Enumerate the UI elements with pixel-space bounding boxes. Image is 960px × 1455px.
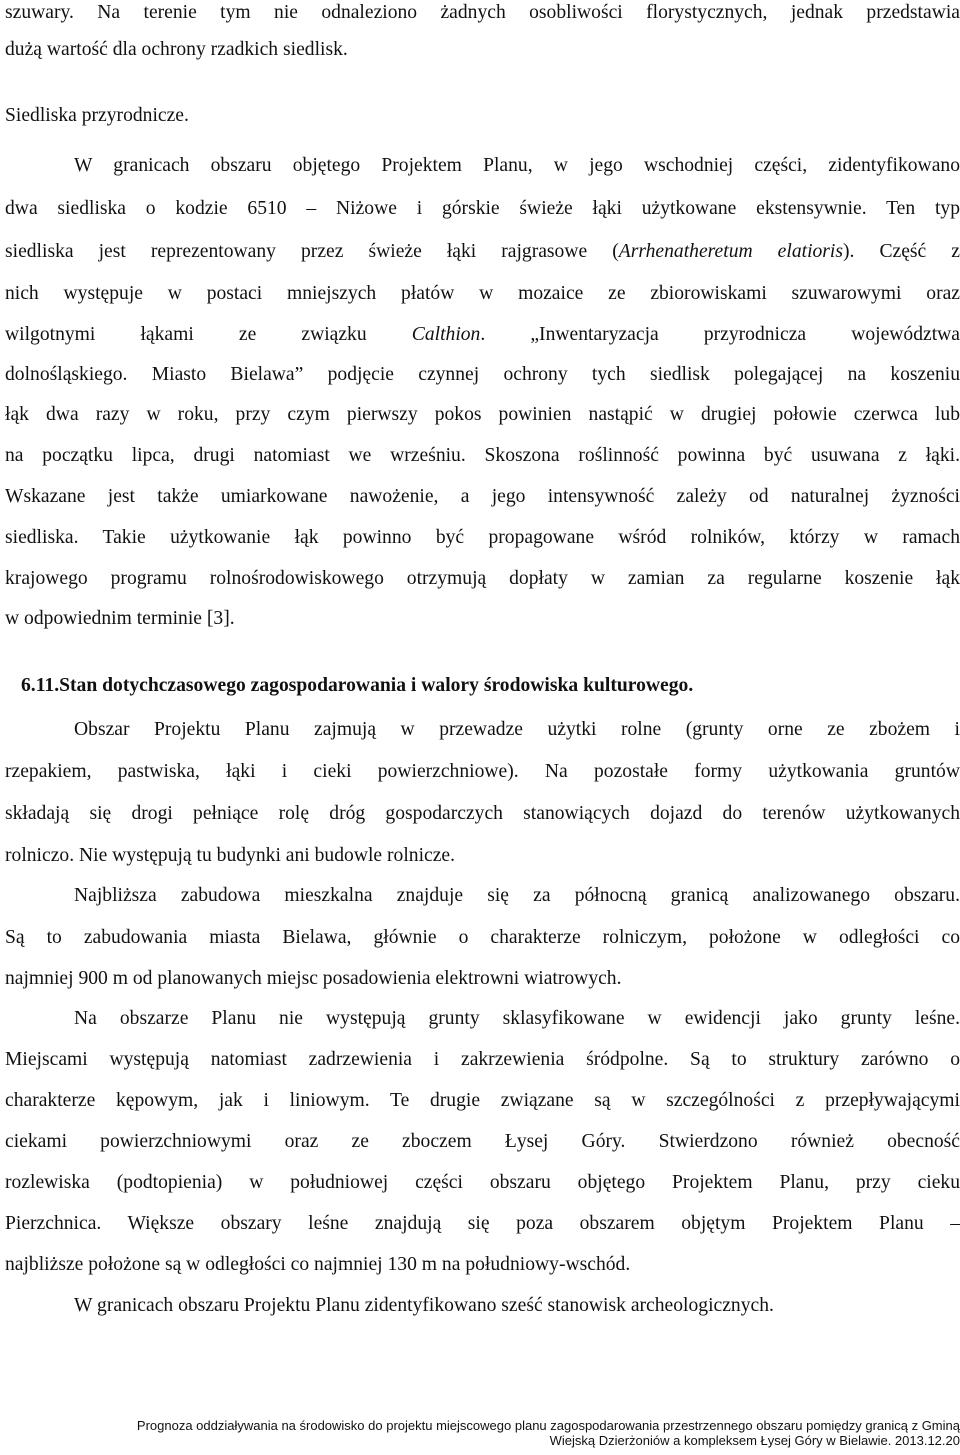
paragraph-line: rzepakiem, pastwiska, łąki i cieki powierzchniowe). Na pozostałe formy użytkowania gruntów [5,761,960,782]
paragraph-line: Są to zabudowania miasta Bielawa, głównie o charakterze rolniczym, położone w odległości co [5,927,960,948]
paragraph-line: dolnośląskiego. Miasto Bielawa” podjęcie czynnej ochrony tych siedlisk polegającej na koszeniu [5,364,960,385]
paragraph-line: ciekami powierzchniowymi oraz ze zboczem Łysej Góry. Stwierdzono również obecność [5,1131,960,1152]
paragraph-line: na początku lipca, drugi natomiast we wrześniu. Skoszona roślinność powinna być usuwana z łąki. [5,445,960,466]
paragraph-line: najbliższe położone są w odległości co najmniej 130 m na południowy-wschód. [5,1254,631,1275]
paragraph-line: charakterze kępowym, jak i liniowym. Te drugie związane są w szczególności z przepływającymi [5,1090,960,1111]
paragraph-line: w odpowiednim terminie [3]. [5,608,235,629]
paragraph-line: składają się drogi pełniące rolę dróg gospodarczych stanowiących dojazd do terenów użytkowanych [5,803,960,824]
paragraph-line: Pierzchnica. Większe obszary leśne znajdują się poza obszarem objętym Projektem Planu – [5,1213,960,1234]
paragraph-line: dużą wartość dla ochrony rzadkich siedlisk. [5,39,348,60]
paragraph-line: krajowego programu rolnośrodowiskowego otrzymują dopłaty w zamian za regularne koszenie łąk [5,568,960,589]
paragraph-line: dwa siedliska o kodzie 6510 – Niżowe i górskie świeże łąki użytkowane ekstensywnie. Ten typ [5,198,960,219]
latin-name: Arrhenatheretum elatioris [618,241,843,262]
paragraph-line: najmniej 900 m od planowanych miejsc posadowienia elektrowni wiatrowych. [5,968,622,989]
paragraph-line: rolniczo. Nie występują tu budynki ani budowle rolnicze. [5,845,455,866]
paragraph-line [5,323,960,347]
paragraph-line: nich występuje w postaci mniejszych płatów w mozaice ze zbiorowiskami szuwarowymi oraz [5,283,960,304]
text-run: . „Inwentaryzacja przyrodnicza województwa [480,324,960,345]
paragraph-line: Miejscami występują natomiast zadrzewienia i zakrzewienia śródpolne. Są to struktury zarówno o [5,1049,960,1070]
paragraph-line: rozlewiska (podtopienia) w południowej części obszaru objętego Projektem Planu, przy cieku [5,1172,960,1193]
paragraph-line: W granicach obszaru objętego Projektem Planu, w jego wschodniej części, zidentyfikowano [74,155,960,176]
paragraph-line: W granicach obszaru Projektu Planu zidentyfikowano sześć stanowisk archeologicznych. [74,1295,774,1316]
footer-line: Prognoza oddziaływania na środowisko do projektu miejscowego planu zagospodarowania przestrzennego obszaru pomiędzy granicą z Gminą [136,1418,960,1433]
paragraph-line: Najbliższa zabudowa mieszkalna znajduje się za północną granicą analizowanego obszaru. [74,885,960,906]
paragraph-line: Wskazane jest także umiarkowane nawożenie, a jego intensywność zależy od naturalnej żyzności [5,486,960,507]
paragraph-line: łąk dwa razy w roku, przy czym pierwszy pokos powinien nastąpić w drugiej połowie czerwca lub [5,404,960,425]
latin-name: Calthion [411,324,481,345]
page-footer [5,1418,960,1448]
paragraph-line: Na obszarze Planu nie występują grunty sklasyfikowane w ewidencji jako grunty leśne. [74,1008,960,1029]
footer-line: Wiejską Dzierżoniów a kompleksem Łysej Góry w Bielawie. 2013.12.20 [549,1433,960,1448]
section-heading: 6.11.Stan dotychczasowego zagospodarowania i walory środowiska kulturowego. [21,675,694,696]
text-run: ). Część z [843,241,960,262]
paragraph-line: Obszar Projektu Planu zajmują w przewadze użytki rolne (grunty orne ze zbożem i [74,719,960,740]
section-subtitle: Siedliska przyrodnicze. [5,105,189,126]
text-run: wilgotnymi łąkami ze związku [5,324,412,345]
paragraph-line: szuwary. Na terenie tym nie odnaleziono żadnych osobliwości florystycznych, jednak przedstawia [5,2,960,23]
paragraph-line: siedliska. Takie użytkowanie łąk powinno być propagowane wśród rolników, którzy w ramach [5,527,960,548]
paragraph-line [5,240,960,264]
text-run: siedliska jest reprezentowany przez świeże łąki rajgrasowe ( [5,241,619,262]
